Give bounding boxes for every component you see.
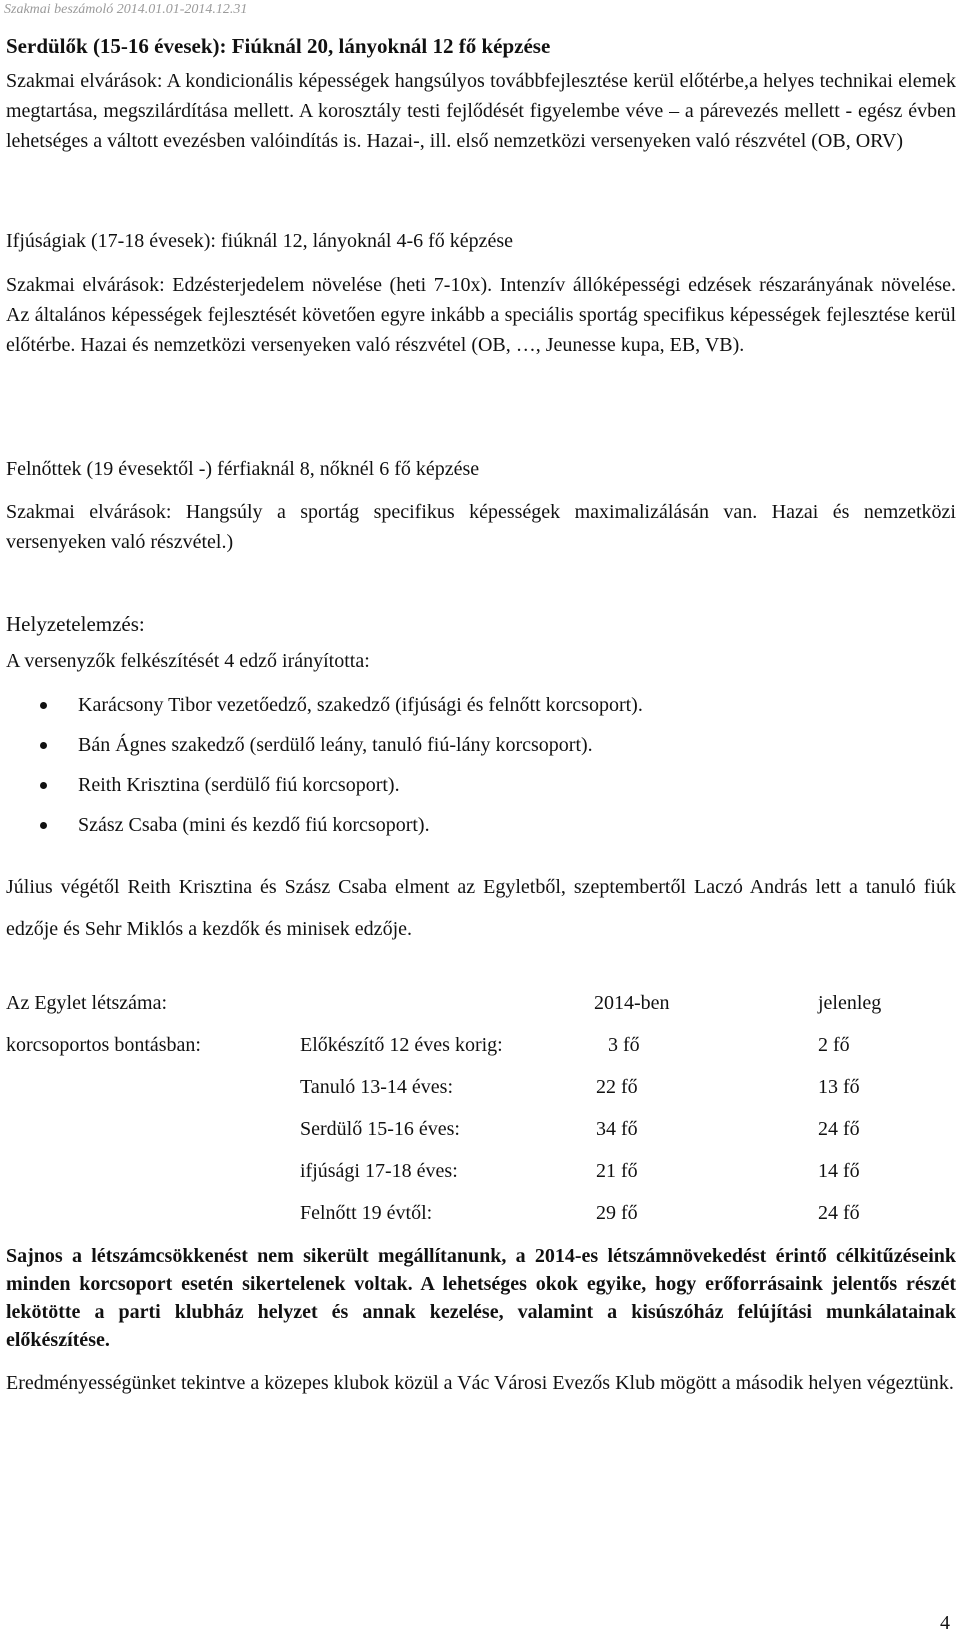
table-cell-2014: 22 fő <box>596 1076 638 1098</box>
table-cell-2014: 34 fő <box>596 1118 638 1140</box>
col-header-2014: 2014-ben <box>594 992 670 1014</box>
section-title-felnottek: Felnőttek (19 évesektől -) férfiaknál 8, nőknél 6 fő képzése <box>6 458 480 480</box>
table-cell-now: 24 fő <box>818 1118 860 1140</box>
table-cell-group: Felnőtt 19 évtől: <box>300 1202 433 1224</box>
table-cell-2014: 21 fő <box>596 1160 638 1182</box>
table-cell-now: 2 fő <box>818 1034 850 1056</box>
page-header: Szakmai beszámoló 2014.01.01-2014.12.31 <box>4 2 248 17</box>
table-cell-group: Serdülő 15-16 éves: <box>300 1118 460 1140</box>
row-label: korcsoportos bontásban: <box>6 1034 201 1056</box>
section-text-felnottek: Szakmai elvárások: Hangsúly a sportág specifikus képességek maximalizálásán van. Hazai és nemzetközi versenyeken való részvétel.) <box>6 501 956 553</box>
bold-paragraph: Sajnos a létszámcsökkenést nem sikerült megállítanunk, a 2014-es létszámnövekedést érintő célkitűzéseink minden korcsoport esetén sikertelenek voltak. A lehetséges okok egyike, hogy erőforrásaink jelentős részét lekötötte a parti klubház helyzet és annak kezelése, valamint a kisúszóház felújítási munkálatainak előkészítése. <box>6 1245 956 1351</box>
list-item-text: Karácsony Tibor vezetőedző, szakedző (ifjúsági és felnőtt korcsoport). <box>78 694 643 716</box>
list-item-text: Reith Krisztina (serdülő fiú korcsoport). <box>78 774 400 796</box>
bullet-icon <box>40 782 47 789</box>
section-title-serdulok: Serdülők (15-16 évesek): Fiúknál 20, lányoknál 12 fő képzése <box>6 34 551 58</box>
table-cell-group: Tanuló 13-14 éves: <box>300 1076 454 1098</box>
helyzet-title-text: Helyzetelemzés: <box>6 612 145 636</box>
table-cell-now: 14 fő <box>818 1160 860 1182</box>
col-header-now: jelenleg <box>818 992 882 1014</box>
bullet-icon <box>40 822 47 829</box>
section-title-ifjusagiak: Ifjúságiak (17-18 évesek): fiúknál 12, lányoknál 4-6 fő képzése <box>6 230 514 252</box>
bullet-icon <box>40 742 47 749</box>
helyzet-after: Július végétől Reith Krisztina és Szász Csaba elment az Egyletből, szeptembertől Laczó András lett a tanuló fiúk edzője és Sehr Miklós a kezdők és minisek edzője. <box>6 876 956 940</box>
list-item-text: Szász Csaba (mini és kezdő fiú korcsoport). <box>78 814 430 836</box>
table-cell-group: Előkészítő 12 éves korig: <box>300 1034 503 1056</box>
page-number: 4 <box>940 1612 950 1634</box>
helyzet-intro: A versenyzők felkészítését 4 edző irányította: <box>6 650 370 672</box>
closing-paragraph: Eredményességünket tekintve a közepes klubok közül a Vác Városi Evezős Klub mögött a második helyen végeztünk. <box>6 1372 954 1394</box>
list-item-text: Bán Ágnes szakedző (serdülő leány, tanuló fiú-lány korcsoport). <box>78 734 593 756</box>
table-cell-now: 24 fő <box>818 1202 860 1224</box>
table-cell-2014: 3 fő <box>608 1034 640 1056</box>
section-text-serdulok: Szakmai elvárások: A kondicionális képességek hangsúlyos továbbfejlesztése kerül előtérbe,a helyes technikai elemek megtartása, megszilárdítása mellett. A korosztály testi fejlődését figyelembe véve – a párevezés mellett - egész évben lehetséges a váltott evezésben valóindítás is. Hazai-, ill. első nemzetközi versenyeken való részvétel (OB, ORV) <box>6 70 956 152</box>
bullet-icon <box>40 702 47 709</box>
table-cell-now: 13 fő <box>818 1076 860 1098</box>
helyzet-title <box>6 612 145 637</box>
section-text-ifjusagiak: Szakmai elvárások: Edzésterjedelem növelése (heti 7-10x). Intenzív állóképességi edzések részarányának növelése. Az általános képességek fejlesztését követően egyre inkább a speciális sportág specifikus képességek fejlesztése kerül előtérbe. Hazai és nemzetközi versenyeken való részvétel (OB, …, Jeunesse kupa, EB, VB). <box>6 274 956 356</box>
membership-label: Az Egylet létszáma: <box>6 992 168 1014</box>
table-cell-2014: 29 fő <box>596 1202 638 1224</box>
table-cell-group: ifjúsági 17-18 éves: <box>300 1160 458 1182</box>
